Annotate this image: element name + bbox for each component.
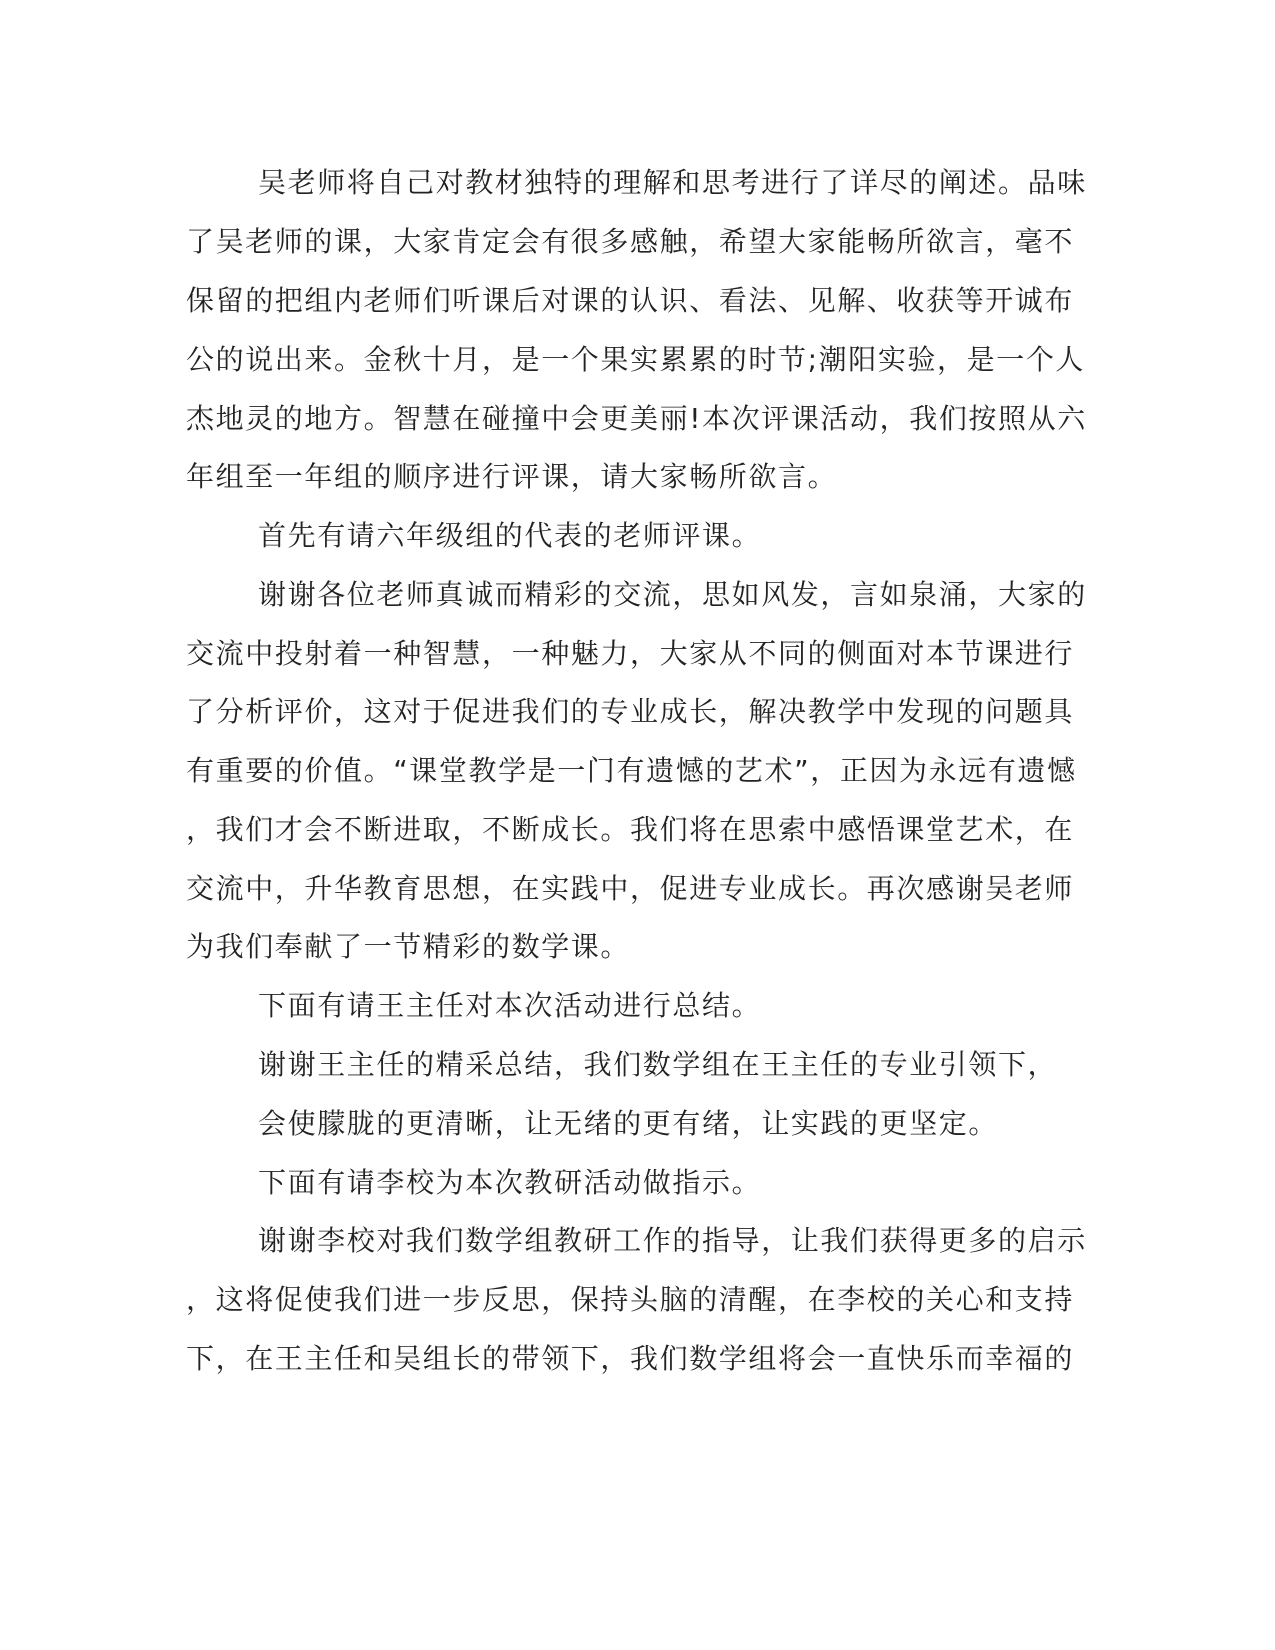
- text-line: 谢谢各位老师真诚而精彩的交流，思如风发，言如泉涌，大家的: [258, 578, 1087, 611]
- text-line: 公的说出来。金秋十月，是一个果实累累的时节;潮阳实验，是一个人: [186, 343, 1086, 376]
- text-line: ，这将促使我们进一步反思，保持头脑的清醒，在李校的关心和支持: [186, 1283, 1075, 1316]
- text-line: 下面有请王主任对本次活动进行总结。: [258, 989, 762, 1022]
- text-line: 谢谢李校对我们数学组教研工作的指导，让我们获得更多的启示: [258, 1224, 1087, 1257]
- text-line: 会使朦胧的更清晰，让无绪的更有绪，让实践的更坚定。: [258, 1107, 999, 1140]
- text-line: 有重要的价值。“课堂教学是一门有遗憾的艺术”，正因为永远有遗憾: [186, 754, 1077, 787]
- text-line: 杰地灵的地方。智慧在碰撞中会更美丽!本次评课活动，我们按照从六: [186, 402, 1087, 435]
- text-line: 下面有请李校为本次教研活动做指示。: [258, 1166, 762, 1199]
- text-line: 吴老师将自己对教材独特的理解和思考进行了详尽的阐述。品味: [258, 166, 1087, 199]
- text-line: 年组至一年组的顺序进行评课，请大家畅所欲言。: [186, 460, 838, 493]
- text-line: ，我们才会不断进取，不断成长。我们将在思索中感悟课堂艺术，在: [186, 813, 1075, 846]
- text-line: 交流中投射着一种智慧，一种魅力，大家从不同的侧面对本节课进行: [186, 637, 1075, 670]
- text-line: 了分析评价，这对于促进我们的专业成长，解决教学中发现的问题具: [186, 695, 1075, 728]
- text-line: 了吴老师的课，大家肯定会有很多感触，希望大家能畅所欲言，毫不: [186, 225, 1075, 258]
- text-line: 下，在王主任和吴组长的带领下，我们数学组将会一直快乐而幸福的: [186, 1342, 1075, 1375]
- text-line: 保留的把组内老师们听课后对课的认识、看法、见解、收获等开诚布: [186, 284, 1075, 317]
- text-line: 为我们奉献了一节精彩的数学课。: [186, 930, 631, 963]
- text-line: 交流中，升华教育思想，在实践中，促进专业成长。再次感谢吴老师: [186, 872, 1075, 905]
- text-line: 首先有请六年级组的代表的老师评课。: [258, 519, 762, 552]
- text-line: 谢谢王主任的精采总结，我们数学组在王主任的专业引领下，: [258, 1048, 1058, 1081]
